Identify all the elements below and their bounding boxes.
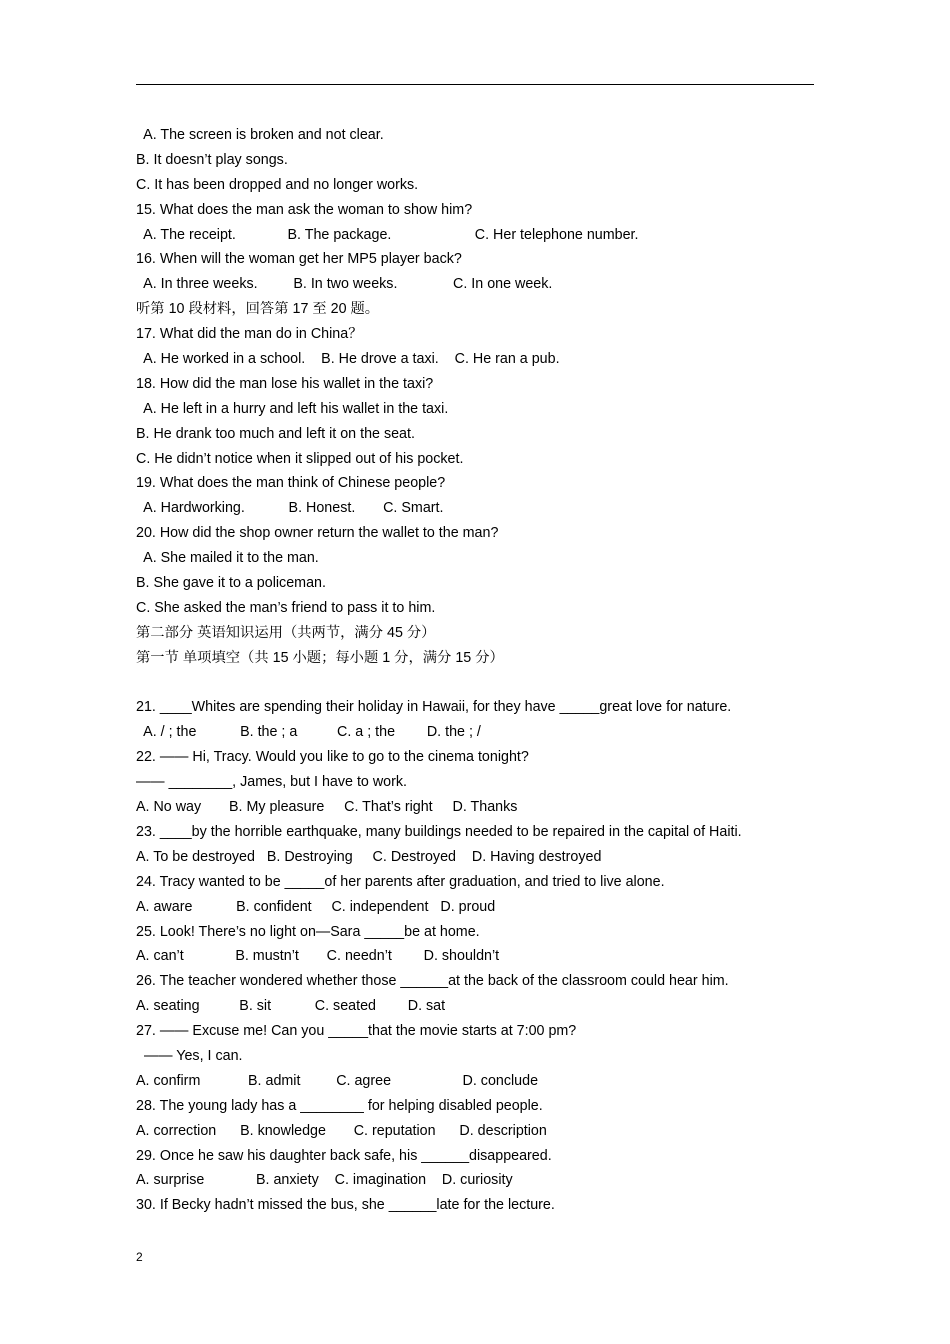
- text-line: A. He left in a hurry and left his wallet in the taxi.: [136, 400, 449, 417]
- question-20: 20. How did the shop owner return the wallet to the man?: [136, 525, 499, 542]
- text-line: B. It doesn’t play songs.: [136, 151, 288, 168]
- question-21: 21. ____Whites are spending their holiday in Hawaii, for they have _____great love for nature.: [136, 699, 732, 716]
- text-line: A. can’t B. mustn’t C. needn’t D. shouldn’t: [136, 948, 500, 965]
- text-line: A. correction B. knowledge C. reputation D. description: [136, 1122, 547, 1139]
- part-heading: 第二部分 英语知识运用（共两节，满分 45 分）: [136, 624, 436, 641]
- text-line: —— Yes, I can.: [136, 1047, 243, 1064]
- text-line: —— ________, James, but I have to work.: [136, 774, 407, 791]
- question-17: 17. What did the man do in China？: [136, 326, 363, 343]
- question-24: 24. Tracy wanted to be _____of her parents after graduation, and tried to live alone.: [136, 873, 665, 890]
- text-line: B. She gave it to a policeman.: [136, 575, 326, 592]
- text-line: A. confirm B. admit C. agree D. conclude: [136, 1072, 539, 1089]
- question-22: 22. —— Hi, Tracy. Would you like to go to the cinema tonight?: [136, 749, 529, 766]
- page-number: 2: [136, 1250, 143, 1264]
- question-25: 25. Look! There’s no light on—Sara _____be at home.: [136, 923, 480, 940]
- text-line: A. The receipt. B. The package. C. Her telephone number.: [136, 226, 639, 243]
- text-line: A. / ; the B. the ; a C. a ; the D. the ; /: [136, 724, 481, 741]
- text-line: A. To be destroyed B. Destroying C. Destroyed D. Having destroyed: [136, 848, 602, 865]
- text-line: C. It has been dropped and no longer works.: [136, 176, 419, 193]
- text-line: A. In three weeks. B. In two weeks. C. In one week.: [136, 276, 553, 293]
- blank-line: [136, 671, 816, 696]
- text-line: C. He didn’t notice when it slipped out of his pocket.: [136, 450, 464, 467]
- question-29: 29. Once he saw his daughter back safe, his ______disappeared.: [136, 1147, 552, 1164]
- section-instruction: 听第 10 段材料，回答第 17 至 20 题。: [136, 301, 380, 318]
- question-19: 19. What does the man think of Chinese people?: [136, 475, 446, 492]
- question-16: 16. When will the woman get her MP5 player back?: [136, 251, 462, 268]
- text-line: A. He worked in a school. B. He drove a taxi. C. He ran a pub.: [136, 351, 560, 368]
- text-line: A. surprise B. anxiety C. imagination D. curiosity: [136, 1172, 513, 1189]
- question-27: 27. —— Excuse me! Can you _____that the movie starts at 7:00 pm?: [136, 1023, 577, 1040]
- text-line: A. aware B. confident C. independent D. proud: [136, 898, 496, 915]
- text-line: A. seating B. sit C. seated D. sat: [136, 998, 446, 1015]
- document-body: [136, 123, 816, 1218]
- text-line: A. Hardworking. B. Honest. C. Smart.: [136, 500, 444, 517]
- text-line: B. He drank too much and left it on the seat.: [136, 425, 415, 442]
- text-line: C. She asked the man’s friend to pass it to him.: [136, 599, 436, 616]
- text-line: A. The screen is broken and not clear.: [136, 127, 384, 143]
- question-30: 30. If Becky hadn’t missed the bus, she ______late for the lecture.: [136, 1197, 555, 1214]
- header-rule: [136, 84, 814, 85]
- question-15: 15. What does the man ask the woman to show him?: [136, 201, 473, 218]
- question-26: 26. The teacher wondered whether those ______at the back of the classroom could hear him.: [136, 973, 729, 990]
- text-line: A. She mailed it to the man.: [136, 550, 319, 567]
- section-heading: 第一节 单项填空（共 15 小题；每小题 1 分，满分 15 分）: [136, 649, 504, 666]
- text-line: A. No way B. My pleasure C. That’s right D. Thanks: [136, 799, 518, 816]
- question-28: 28. The young lady has a ________ for helping disabled people.: [136, 1097, 543, 1114]
- question-23: 23. ____by the horrible earthquake, many buildings needed to be repaired in the capital of Haiti.: [136, 823, 742, 840]
- question-18: 18. How did the man lose his wallet in the taxi?: [136, 375, 434, 392]
